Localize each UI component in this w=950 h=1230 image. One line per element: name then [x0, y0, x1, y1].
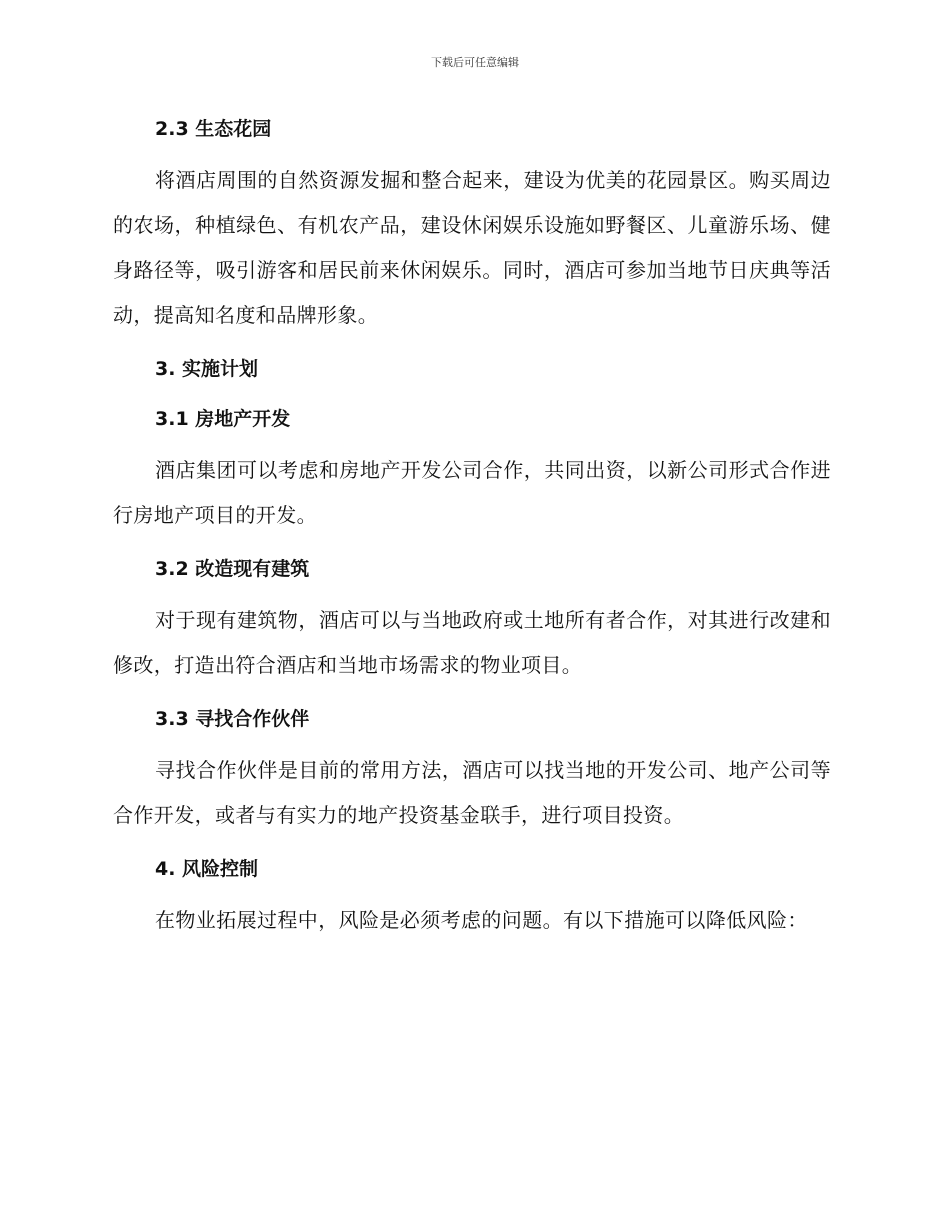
- document-body: [113, 110, 831, 943]
- section-heading-3-3: 3.3 寻找合作伙伴: [155, 708, 310, 730]
- section-heading-3-2: 3.2 改造现有建筑: [155, 558, 310, 580]
- section-paragraph-4: 在物业拓展过程中，风险是必须考虑的问题。有以下措施可以降低风险：: [155, 908, 808, 932]
- section-heading-4: 4. 风险控制: [155, 858, 259, 880]
- section-heading-3: 3. 实施计划: [155, 358, 259, 380]
- section-paragraph-3-3: 寻找合作伙伴是目前的常用方法，酒店可以找当地的开发公司、地产公司等合作开发，或者与有实力的地产投资基金联手，进行项目投资。: [113, 758, 831, 827]
- section-paragraph-3-2: 对于现有建筑物，酒店可以与当地政府或土地所有者合作，对其进行改建和修改，打造出符合酒店和当地市场需求的物业项目。: [113, 608, 831, 677]
- section-heading-3-1: 3.1 房地产开发: [155, 408, 291, 430]
- section-paragraph-3-1: 酒店集团可以考虑和房地产开发公司合作，共同出资，以新公司形式合作进行房地产项目的开发。: [113, 458, 831, 527]
- section-paragraph-2-3: 将酒店周围的自然资源发掘和整合起来，建设为优美的花园景区。购买周边的农场，种植绿色、有机农产品，建设休闲娱乐设施如野餐区、儿童游乐场、健身路径等，吸引游客和居民前来休闲娱乐。同时，酒店可参加当地节日庆典等活动，提高知名度和品牌形象。: [113, 168, 831, 327]
- section-heading-2-3: 2.3 生态花园: [155, 118, 272, 140]
- page-header: 下载后可任意编辑: [431, 56, 519, 69]
